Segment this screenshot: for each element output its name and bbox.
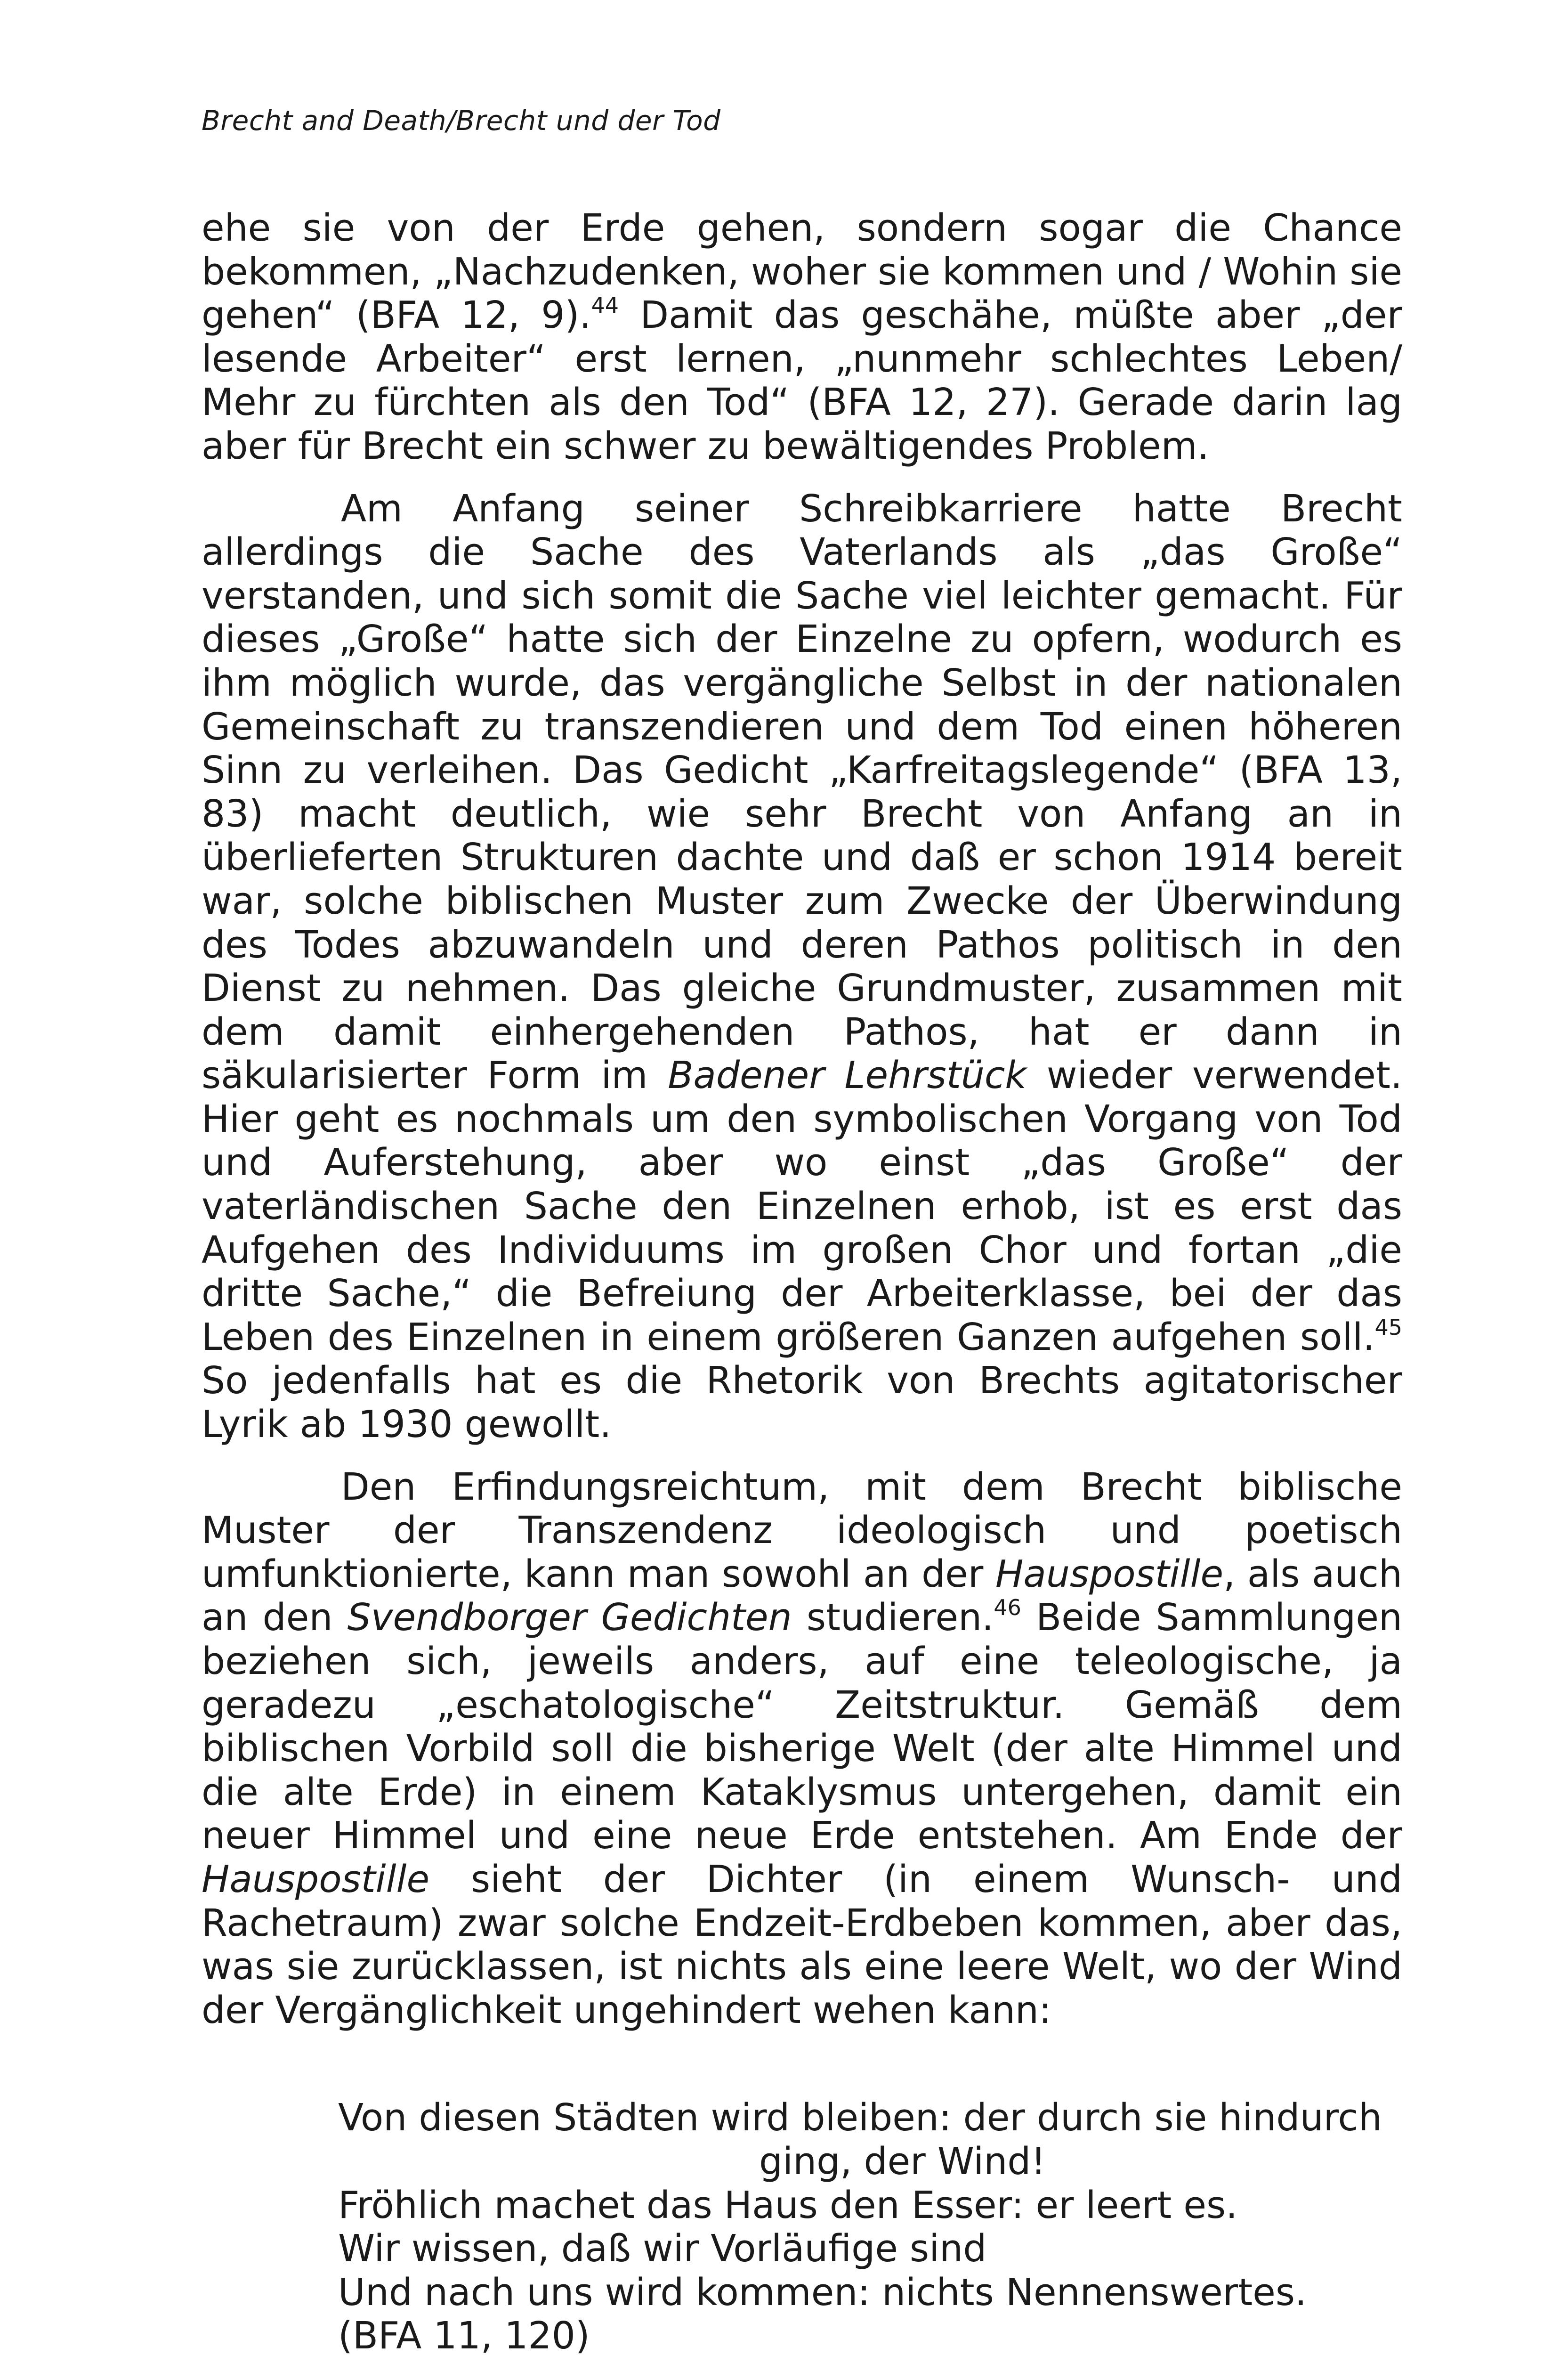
text-run: Den Erfindungsreichtum, mit dem Brecht biblische Muster der Transzendenz ideologisch und poetisch umfunktionierte, kann man sowohl an der xyxy=(202,1465,1402,1596)
verse-line: Wir wissen, daß wir Vorläufige sind xyxy=(338,2227,987,2271)
text-run: sieht der Dichter (in einem Wunsch- und Rachetraum) zwar solche Endzeit-Erdbeben kommen, aber das, was sie zurücklassen, ist nichts als eine leere Welt, wo der Wind der Vergänglichkeit ungehindert wehen kann: xyxy=(202,1857,1402,2032)
paragraph-3 xyxy=(202,1465,1402,2032)
text-run: Beide Sammlungen beziehen sich, jeweils anders, auf eine teleologische, ja geradezu „eschatologische“ Zeitstruktur. Gemäß dem biblischen Vorbild soll die bisherige Welt (der alte Himmel und die alte Erde) in einem Kataklysmus untergehen, damit ein neuer Himmel und eine neue Erde entstehen. Am Ende der xyxy=(202,1596,1402,1858)
footnote-ref-44: 44 xyxy=(591,292,619,318)
work-title: Svendborger Gedichten xyxy=(347,1596,792,1640)
body-text xyxy=(202,206,1402,2355)
text-run: So jedenfalls hat es die Rhetorik von Brechts agitatorischer Lyrik ab 1930 gewollt. xyxy=(202,1359,1402,1446)
work-title: Hauspostille xyxy=(995,1552,1224,1596)
text-run: , als auch an den xyxy=(202,1552,1402,1640)
verse-line: Fröhlich machet das Haus den Esser: er leert es. xyxy=(338,2183,1238,2227)
work-title: Hauspostille xyxy=(202,1857,430,1901)
verse-line: Und nach uns wird kommen: nichts Nennenswertes. xyxy=(338,2270,1307,2314)
verse-line: Von diesen Städten wird bleiben: der durch sie hindurch xyxy=(338,2096,1382,2140)
text-run: Am Anfang seiner Schreibkarriere hatte Brecht allerdings die Sache des Vaterlands als „das Große“ verstanden, und sich somit die Sache viel leichter gemacht. Für dieses „Große“ hatte sich der Einzelne zu opfern, wodurch es ihm möglich wurde, das vergängliche Selbst in der nationalen Gemeinschaft zu transzendieren und dem Tod einen höheren Sinn zu verleihen. Das Gedicht „Karfreitagslegende“ (BFA 13, 83) macht deutlich, wie sehr Brecht von Anfang an in überlieferten Strukturen dachte und daß er schon 1914 bereit war, solche biblischen Muster zum Zwecke der Überwindung des Todes abzuwandeln und deren Pathos politisch in den Dienst zu nehmen. Das gleiche Grundmuster, zusammen mit dem damit einhergehenden Pathos, hat er dann in säkularisierter Form im xyxy=(202,487,1402,1097)
verse-source-citation: (BFA 11, 120) xyxy=(338,2314,590,2355)
paragraph-1 xyxy=(202,206,1402,468)
text-run: wieder verwendet. Hier geht es nochmals um den symbolischen Vorgang von Tod und Auferstehung, aber wo einst „das Große“ der vaterländischen Sache den Einzelnen erhob, ist es erst das Aufgehen des Individuums im großen Chor und fortan „die dritte Sache,“ die Befreiung der Arbeiterklasse, bei der das Leben des Einzelnen in einem größeren Ganzen aufgehen soll. xyxy=(202,1054,1402,1359)
text-run: Damit das geschähe, müßte aber „der lesende Arbeiter“ erst lernen, „nunmehr schlechtes Leben/ Mehr zu fürchten als den Tod“ (BFA 12, 27). Gerade darin lag aber für Brecht ein schwer zu bewältigendes Problem. xyxy=(202,293,1402,468)
verse-line-continuation: ging, der Wind! xyxy=(759,2139,1046,2183)
footnote-ref-46: 46 xyxy=(994,1595,1021,1621)
footnote-ref-45: 45 xyxy=(1374,1314,1402,1340)
text-run: ehe sie von der Erde gehen, sondern sogar die Chance bekommen, „Nachzudenken, woher sie kommen und / Wohin sie gehen“ (BFA 12, 9). xyxy=(202,206,1402,337)
paragraph-2 xyxy=(202,487,1402,1446)
text-run: studieren. xyxy=(792,1596,994,1640)
verse-quotation xyxy=(338,2096,1402,2355)
running-head: Brecht and Death/Brecht und der Tod xyxy=(202,105,721,137)
work-title: Badener Lehrstück xyxy=(668,1054,1027,1097)
